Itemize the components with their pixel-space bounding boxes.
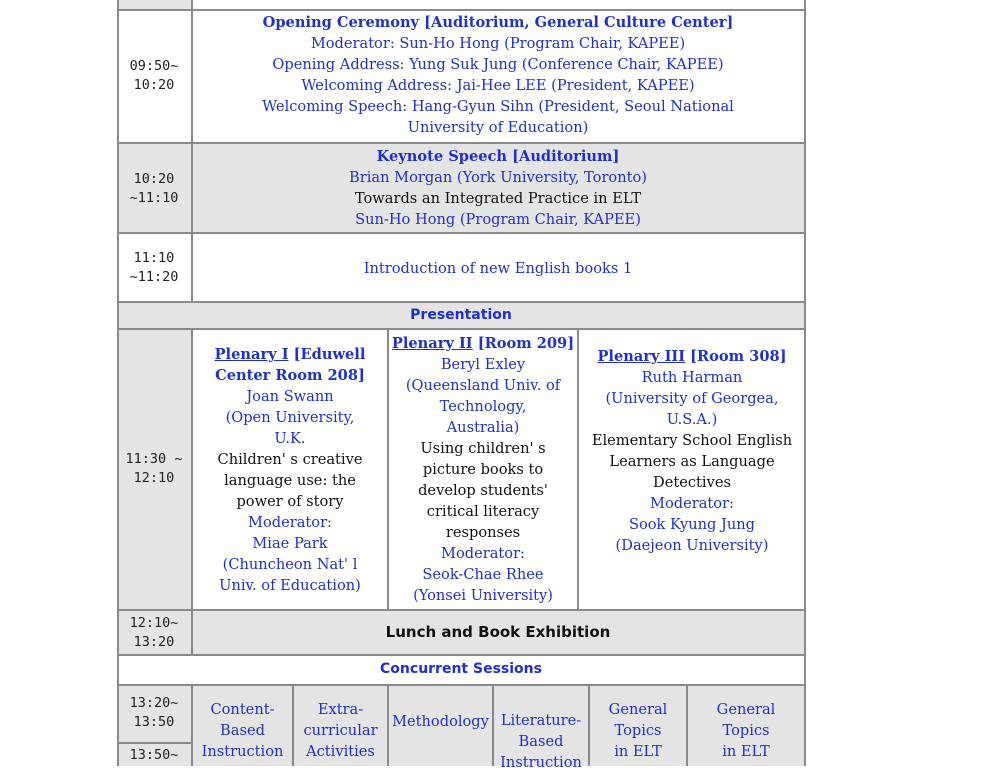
opening-line: Welcoming Address: Jai-Hee LEE (President, KAPEE) (301, 77, 695, 94)
opening-line: Welcoming Speech: Hang-Gyun Sihn (President, Seoul National (262, 98, 734, 115)
keynote-speaker: Brian Morgan (York University, Toronto) (349, 169, 647, 186)
concurrent-header: Concurrent Sessions (380, 661, 542, 677)
opening-ceremony (192, 12, 804, 138)
keynote-time: 10:20 ~11:10 (129, 171, 179, 206)
topic-literature-based: Literature- Based Instruction (500, 712, 582, 771)
rule (117, 328, 805, 330)
topic-general-elt-1: General Topics in ELT (608, 701, 668, 760)
plenary-1: Plenary I [Eduwell Center Room 208] Joan Swann (Open University, U.K. Children' s creative language use: the power of story Moderator: Miae Park (Chuncheon Nat' l Univ. of Education) (214, 346, 366, 594)
intro-time: 11:10 ~11:20 (129, 250, 179, 285)
rule (117, 9, 805, 11)
rule (117, 142, 805, 144)
topic-general-elt-2: General Topics in ELT (716, 701, 776, 760)
lunch-time: 12:10~ 13:20 (129, 615, 179, 650)
topic-methodology: Methodology (392, 713, 489, 730)
plenary-3: Plenary III [Room 308] Ruth Harman (University of Georgea, U.S.A.) Elementary School English Learners as Language Detectives Moderator: Sook Kyung Jung (Daejeon University) (591, 348, 793, 554)
concurrent-time-2: 13:50~ (129, 747, 179, 763)
plenary-time: 11:30 ~ 12:10 (125, 451, 183, 486)
lunch-exhibition: Lunch and Book Exhibition (385, 623, 611, 641)
topic-content-based: Content- Based Instruction (201, 701, 284, 760)
opening-line: University of Education) (407, 119, 589, 136)
rule (117, 654, 805, 656)
topic-extra-curricular: Extra- curricular Activities (303, 701, 378, 760)
rule (117, 232, 805, 234)
presentation-header: Presentation (410, 307, 512, 323)
plenary-2: Plenary II [Room 209] Beryl Exley (Queensland Univ. of Technology, Australia) Using children' s picture books to develop students' critical literacy responses Moderator: Seok-Chae Rhee (Yonsei University) (391, 335, 575, 604)
intro-books: Introduction of new English books 1 (363, 260, 633, 277)
opening-title: Opening Ceremony [Auditorium, General Culture Center] (262, 14, 734, 31)
concurrent-time-1: 13:20~ 13:50 (129, 695, 179, 730)
opening-time: 09:50~ 10:20 (129, 58, 179, 93)
keynote-speech (192, 146, 804, 230)
keynote-topic: Towards an Integrated Practice in ELT (354, 190, 642, 207)
keynote-title: Keynote Speech [Auditorium] (376, 148, 620, 165)
opening-line: Moderator: Sun-Ho Hong (Program Chair, KAPEE) (310, 35, 686, 52)
rule (117, 742, 191, 744)
opening-line: Opening Address: Yung Suk Jung (Conference Chair, KAPEE) (272, 56, 724, 73)
rule (117, 684, 805, 686)
rule (117, 301, 805, 303)
rule (117, 609, 805, 611)
keynote-chair: Sun-Ho Hong (Program Chair, KAPEE) (355, 211, 641, 228)
